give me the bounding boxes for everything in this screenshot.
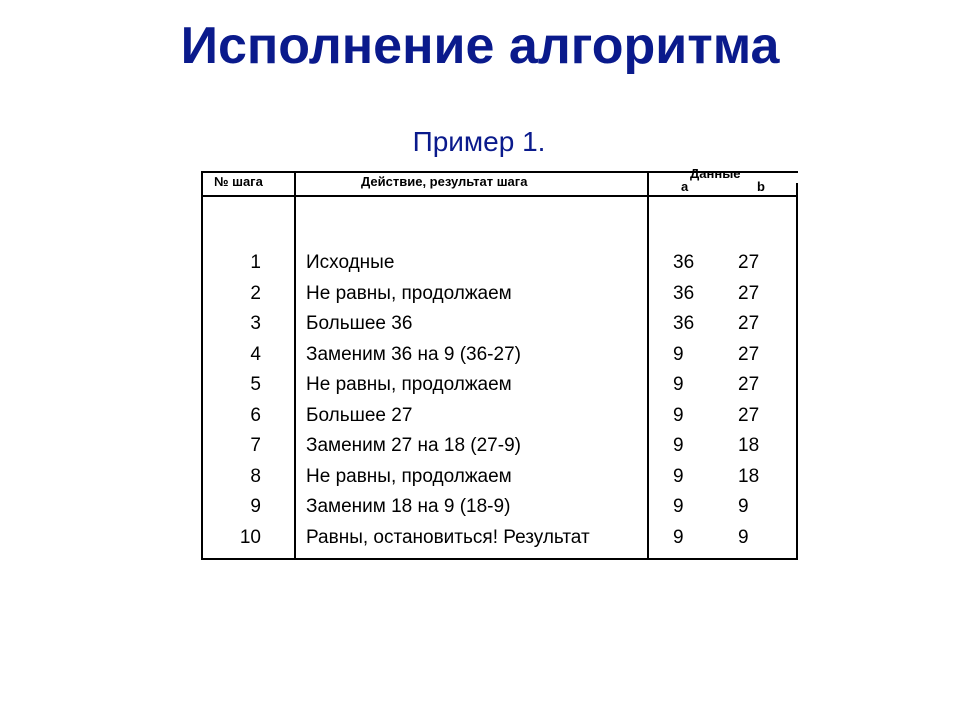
- value-a: 9: [673, 343, 684, 365]
- header-step: № шага: [214, 174, 263, 189]
- step-action: Не равны, продолжаем: [306, 374, 512, 395]
- step-action: Не равны, продолжаем: [306, 282, 512, 304]
- step-action: Большее 36: [306, 313, 413, 334]
- table-right-border: [796, 183, 798, 560]
- header-b: b: [757, 179, 765, 194]
- step-action: Равны, остановиться! Результат: [306, 526, 590, 548]
- step-action: Исходные: [306, 252, 395, 273]
- value-b: 27: [738, 282, 760, 304]
- header-data: Данные: [690, 166, 741, 181]
- value-b: 27: [738, 252, 760, 273]
- step-number: 8: [250, 465, 261, 487]
- step-number: 10: [239, 526, 261, 548]
- value-a: 9: [673, 435, 684, 456]
- table-left-border: [201, 171, 203, 560]
- table-header-divider: [201, 195, 798, 197]
- step-number: 4: [250, 343, 261, 365]
- step-number: 7: [250, 435, 261, 456]
- value-a: 36: [673, 252, 695, 273]
- header-action: Действие, результат шага: [361, 174, 528, 189]
- value-b: 9: [738, 496, 749, 517]
- value-a: 9: [673, 465, 684, 487]
- value-a: 36: [673, 313, 695, 334]
- step-number: 5: [250, 374, 261, 395]
- value-b: 18: [738, 465, 760, 487]
- header-a: a: [681, 179, 689, 194]
- value-b: 9: [738, 526, 749, 548]
- table-bottom-border: [201, 558, 798, 560]
- step-action: Заменим 36 на 9 (36-27): [306, 343, 521, 365]
- value-a: 9: [673, 404, 684, 426]
- value-a: 9: [673, 496, 684, 517]
- value-b: 27: [738, 404, 760, 426]
- value-a: 9: [673, 526, 684, 548]
- step-number: 3: [250, 313, 261, 334]
- example-subtitle-text: Пример 1.: [412, 126, 546, 157]
- example-subtitle: [0, 124, 960, 160]
- step-number: 9: [250, 496, 261, 517]
- value-b: 27: [738, 313, 760, 334]
- step-action: Не равны, продолжаем: [306, 465, 512, 487]
- table-col-divider-2: [647, 171, 649, 560]
- step-action: Большее 27: [306, 404, 413, 426]
- value-b: 27: [738, 343, 760, 365]
- page-title: Исполнение алгоритма: [180, 17, 780, 75]
- value-a: 36: [673, 282, 695, 304]
- step-action: Заменим 18 на 9 (18-9): [306, 496, 511, 517]
- step-action: Заменим 27 на 18 (27-9): [306, 435, 521, 456]
- table-col-divider-1: [294, 171, 296, 560]
- value-b: 27: [738, 374, 760, 395]
- step-number: 1: [250, 252, 261, 273]
- step-number: 6: [250, 404, 261, 426]
- value-a: 9: [673, 374, 684, 395]
- value-b: 18: [738, 435, 760, 456]
- step-number: 2: [250, 282, 261, 304]
